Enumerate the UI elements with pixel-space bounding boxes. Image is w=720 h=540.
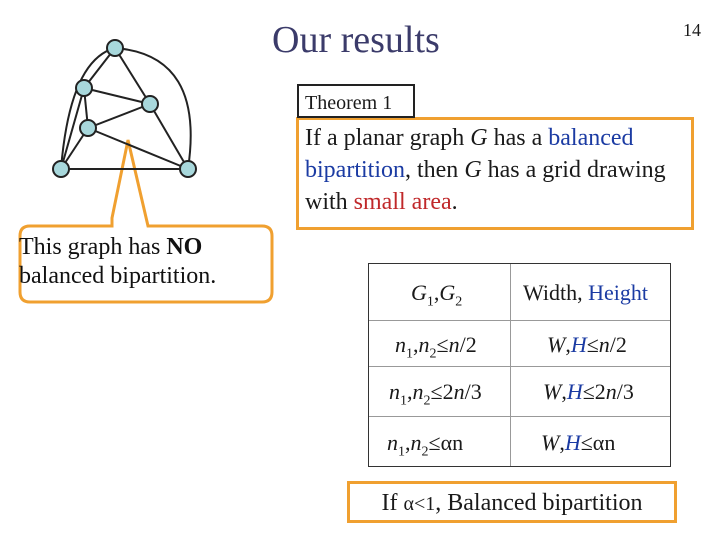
theorem-text: has a <box>487 125 549 151</box>
table-row-3-bound: $n_1,n_2\le\alpha n$ <box>387 430 464 460</box>
callout-text <box>19 233 216 291</box>
table-row-2-size: W,H≤2n/3 <box>543 379 634 404</box>
planar-graph-icon <box>40 30 210 180</box>
graph-node <box>76 80 92 96</box>
graph-edge <box>88 104 150 128</box>
theorem-var: G <box>470 125 488 151</box>
results-table <box>368 263 671 467</box>
table-divider <box>369 320 670 321</box>
graph-node <box>80 120 96 136</box>
theorem-balanced: balanced <box>548 125 634 151</box>
table-row-3-size: W,H≤αn <box>541 430 616 455</box>
table-header-graphs: $G_1,G_2$ <box>411 280 463 310</box>
graph-node <box>107 40 123 56</box>
callout-line1-prefix: This graph has <box>19 234 167 260</box>
graph-edge <box>61 48 115 169</box>
callout-no: NO <box>166 234 203 260</box>
theorem-text: . <box>451 189 458 215</box>
graph-edge <box>84 88 150 104</box>
condition-prefix: If <box>381 490 404 516</box>
theorem-var: G <box>464 157 482 183</box>
graph-edge <box>150 104 188 169</box>
page-number: 14 <box>683 20 701 40</box>
theorem-small-area: small area <box>353 189 452 215</box>
theorem-text: has a grid drawing with <box>305 157 666 215</box>
graph-edge <box>115 48 150 104</box>
table-divider <box>369 416 670 417</box>
table-header-dimensions: Width, Height <box>523 280 648 305</box>
slide-title: Our results <box>272 19 440 61</box>
condition-suffix: , Balanced bipartition <box>435 490 643 516</box>
graph-node <box>180 161 196 177</box>
table-row-1-size: W,H≤n/2 <box>547 332 627 357</box>
theorem-box <box>296 117 694 230</box>
table-row-2-bound: $n_1,n_2\le 2n/3$ <box>389 379 482 409</box>
callout-line2: balanced bipartition. <box>19 263 217 289</box>
condition-alpha: α<1 <box>403 493 436 515</box>
graph-edge <box>88 128 188 169</box>
theorem-text: If a planar graph <box>305 125 471 151</box>
condition-box <box>347 481 677 523</box>
graph-node <box>53 161 69 177</box>
table-row-1-bound: $n_1,n_2\le n/2$ <box>395 332 477 362</box>
graph-node <box>142 96 158 112</box>
theorem-text: , then <box>404 157 465 183</box>
table-divider <box>510 264 511 466</box>
table-divider <box>369 366 670 367</box>
theorem-label: Theorem 1 <box>297 84 415 118</box>
theorem-bipartition: bipartition <box>305 157 405 183</box>
